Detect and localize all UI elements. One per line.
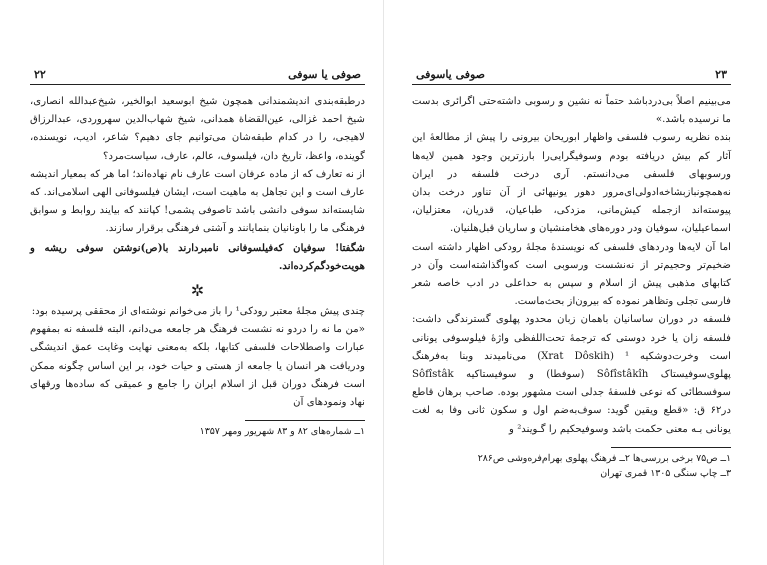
right-page-body xyxy=(412,93,731,439)
right-paragraph-4-part-3: (سوفطا) و سوفیستاکیه xyxy=(466,369,585,381)
right-paragraph-4-part-2: ¹ می‌نامیدند وبنا به‌فرهنگ پهلوی‌سوفیستاک xyxy=(412,350,732,381)
left-footnote-rule xyxy=(245,420,365,421)
left-page-running-title: صوفی یا سوفی xyxy=(288,68,361,81)
left-page-body xyxy=(30,93,365,412)
latin-term-sofistak: Sôfîstâk xyxy=(412,369,454,381)
right-page xyxy=(384,0,767,565)
right-footnote-2: ۳ــ چاپ سنگی ۱۳۰۵ قمری تهران xyxy=(600,467,731,479)
left-paragraph-2: از نه تعارف که از ماده عرفان است عارف نام نهاده‌اند؛ اما هر که بمعیار اندیشه عارف است و این تجاهل به ماهیت است، ایشان فیلسوفانی الهی اسلامی‌اند. که شایسته‌اند سوفی دانشی باشد تاصوفی پشمی! کپانند که بیایند روابط و سوابق فرهنگی ما را باونانیان بنمایانند و آشتی فرهنگی برقرار سازند. xyxy=(30,168,365,235)
left-footnote-1: ۱ــ شماره‌های ۸۲ و ۸۳ شهریور ومهر ۱۳۵۷ xyxy=(199,426,365,438)
right-paragraph-1: می‌بینیم اصلاً بی‌دردباشد حتماً نه نشین و رسوبی داشته‌حتی اگرائری بدست ما نرسیده باشد.» xyxy=(412,96,731,126)
right-paragraph-2: بنده نظریه رسوب فلسفی واظهار ابوریحان بیرونی را پیش از مطالعهٔ این آثار کم بیش دریافته بودم وسوفیگرایی‌را بارزترین وجود همین لایه‌ها ورسوبهای فلسفی می‌دانستم. آری درخت فلسفه در ایران نه‌همچونبازبشاخه‌ادولی‌ای‌مرور دهور یونیهائی از آن تناور درخت بدان پیوسته‌اند ازجمله کیش‌مانی، مزدکی، طباعیان، قدریان، معتزلیان، اسماعیلیان، سوفیان ودر دوره‌های هخامنشیان و ساریان قبل‌هلنیان. xyxy=(412,132,731,235)
left-paragraph-4: چندی پیش مجلهٔ معتبر رودکی¹ را باز می‌خوانم نوشته‌ای از محققی پرسیده بود: xyxy=(31,306,365,318)
right-footnote-1: ۱ــ ص۷۵ برخی بررسی‌ها ۲ــ فرهنگ پهلوی بهرام‌فره‌وشی ص۲۸۶ xyxy=(477,452,731,464)
right-paragraph-4-part-4: سوفسطائی که نوعی فلسفهٔ جدلی است مشهور بوده. صاحب برهان قاطع در۶۲ ق: «قطع ویقین گوید: سوف‌به‌ضم اول و سکون ثانی وفا به لغت یونانی بـه معنی حکمت باشد وسوفیحکیم را گـویند² و xyxy=(412,387,731,435)
right-paragraph-4 xyxy=(412,311,731,438)
right-page-number: ۲۳ xyxy=(715,68,727,81)
left-paragraph-3: شگفتا! سوفیان که‌فیلسوفانی نامبردارند با(ص)نوشتن سوفی ریشه و هویت‌خودگم‌کرده‌اند. xyxy=(30,241,365,272)
left-paragraph-5: «من ما نه را دردو نه نشست فرهنگ هر جامعه می‌دانم، البته فلسفه نه بمفهوم عبارات واصطلاحات فلسفی کتابها، بلکه به‌معنی نهایت وغایت عمق اندیشگی ودریافت هر انسان یا جامعه از هستی و حیات خود، بر این اساس چگونه ممکن است فرهنگ دوران قبل از اسلام ایران را جامع و عمیقی که ساده‌ها ورقهای نهاد ونمودهای آن xyxy=(30,324,365,409)
left-page xyxy=(0,0,383,565)
left-footnotes xyxy=(30,424,365,439)
right-footnote-rule xyxy=(611,447,731,448)
right-page-header xyxy=(412,68,731,85)
right-paragraph-3: اما آن لایه‌ها ودردهای فلسفی که نویسندهٔ مجلهٔ رودکی اظهار داشته است ضخیم‌تر وحجیم‌تر از نه‌نشست ورسوبی است که‌واگذاشته‌است وآن در کتابهای مذهبی پیش از اسلام و سپس به حداعلی در ادب خاصه شعر فارسی تجلی وتظاهر نموده که بیرون‌از بحث‌ماست. xyxy=(412,241,731,308)
left-page-header xyxy=(30,68,365,85)
right-page-running-title: صوفی یاسوفی xyxy=(416,68,486,81)
latin-term-xrat-doskih: (Xrat Dôskih) xyxy=(537,350,614,362)
left-paragraph-1: درطبقه‌بندی اندیشمندانی همچون شیخ ابوسعید ابوالخیر، شیخ‌عبدالله انصاری، شیخ احمد غزالی، عین‌القضاة همدانی، شیخ شهاب‌الدین سهروردی، عبدالرزاق لاهیجی، را در کدام طبقه‌شان می‌توانیم جای دهیم‌؟ شاعر، ادیب، نویسنده، گوینده، واعظ، تاریخ دان، فیلسوف، عالم، عارف، سیاست‌مرد؟ xyxy=(30,96,365,162)
right-footnotes xyxy=(412,451,731,481)
right-paragraph-4-part-1: فلسفه در دوران ساسانیان باهمان زبان محدود پهلوی گسترندگی داشت: فلسفه زان یا خرد دوستی که ترجمهٔ تحت‌اللفظی واژهٔ فیلوسوفی یونانی است وخرت‌دوشکیه xyxy=(412,314,731,362)
left-page-number: ۲۲ xyxy=(34,68,46,81)
section-divider-star: ✲ xyxy=(190,281,205,301)
latin-term-sofistakih: Sôfîstâkîh xyxy=(596,369,649,381)
